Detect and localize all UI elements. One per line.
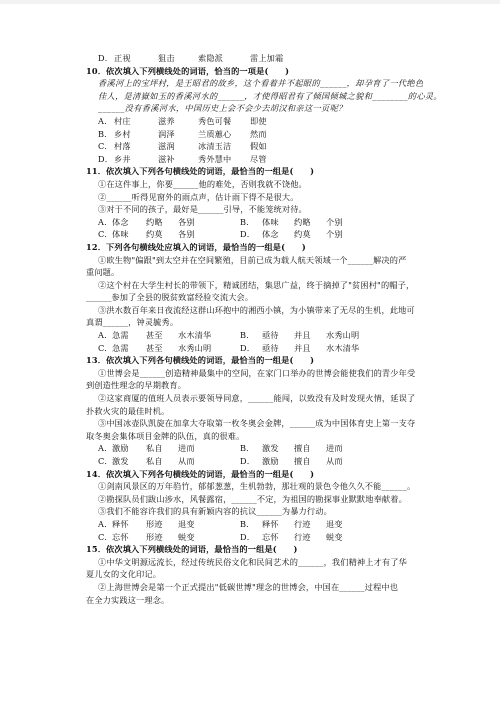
option-word: 释怀 <box>262 518 279 529</box>
option-letter: D． <box>240 456 256 466</box>
sentence-continuation: 到创造性理念的早期教育。 <box>86 380 187 391</box>
option-word: 激发 <box>262 443 279 454</box>
option-row <box>86 153 454 166</box>
question-stem: 13．依次填入下列各句横线处的词语，最恰当的一组是( ) <box>86 355 315 366</box>
option-word: 然而 <box>250 128 267 139</box>
option-word: 约莫 <box>146 229 163 240</box>
sentence-line: ①世博会是______创造精神最集中的空间，在家门口举办的世博会能使我们的青少年受 <box>98 367 416 378</box>
option-row <box>86 115 454 128</box>
option-word: 乡井 <box>114 153 131 164</box>
option-word: 激励 <box>262 456 279 466</box>
option-word: 村落 <box>114 141 131 152</box>
option-word: 润泽 <box>158 128 175 139</box>
option-letter: C． <box>98 229 113 240</box>
option-letter: B． <box>98 128 113 139</box>
sentence-line: ②这家商厦的值班人员表示要领导同意，______能闯，以致没有及时发现火情，延误了 <box>98 393 416 404</box>
option-row <box>86 329 454 342</box>
sentence-line: ①剑南风景区的万年驺竹，郁郁葱葱，生机勃勃，那壮观的景色令他久久不能______。 <box>98 481 416 492</box>
option-word: 亟待 <box>262 330 279 341</box>
option-word: 忘怀 <box>262 531 279 542</box>
page-top-edge <box>0 0 500 4</box>
option-letter: B． <box>240 330 255 341</box>
question-stem: 11．依次填入下列各句横线处的词语，最恰当的一组是( ) <box>86 166 315 177</box>
option-letter: B． <box>240 216 255 227</box>
option-word: 秀色可餐 <box>198 115 232 126</box>
sentence-line: ③中国冰壶队凯旋在加拿大夺取第一枚冬奥会金牌，______成为中国体育史上第一支夺 <box>98 418 416 429</box>
passage-line: 香溪河上的宝坪村，是王昭君的故乡，这个看着并不起眼的______，却孕育了一代绝色 <box>98 78 424 89</box>
option-word: 擅自 <box>294 456 311 466</box>
option-letter: B． <box>240 443 255 454</box>
option-word: 水秀山明 <box>326 330 360 341</box>
option-word: 从而 <box>326 456 343 466</box>
sentence-continuation: ______参加了全县的脱贫致富经验交流大会。 <box>86 292 254 303</box>
option-word: 约莫 <box>294 229 311 240</box>
option-word: 乡村 <box>114 128 131 139</box>
question-sheet <box>86 52 454 606</box>
option-word: 索隐派 <box>198 53 224 63</box>
option-letter: A． <box>98 216 113 227</box>
question-stem: 15．依次填入下列横线处的词语，最恰当的一组是( ) <box>86 544 298 555</box>
sentence-continuation: 真谓______，钟灵毓秀。 <box>86 317 179 328</box>
option-letter: D． <box>98 53 114 63</box>
option-word: 兰质蕙心 <box>198 128 232 139</box>
sentence-line: ③对于不同的孩子，最好是______引导，不能笼统对待。 <box>98 204 307 215</box>
option-word: 水秀山明 <box>178 342 212 353</box>
sentence-line: ①中华文明源远流长，经过传统民俗文化和民间艺术的______，我们精神上才有了华 <box>98 556 407 567</box>
option-word: 蜕变 <box>326 531 343 542</box>
option-letter: D． <box>240 342 256 353</box>
option-word: 约略 <box>146 216 163 227</box>
question-stem: 10．依次填入下列横线处的词语，恰当的一项是( ) <box>86 65 290 76</box>
option-word: 形迹 <box>146 531 163 542</box>
option-word: 体念 <box>112 216 129 227</box>
option-word: 狙击 <box>158 53 175 63</box>
option-letter: D． <box>240 229 256 240</box>
option-word: 急需 <box>112 330 129 341</box>
sentence-line: ②上海世博会是第一个正式提出"低碳世博"理念的世博会，中国在______过程中也 <box>98 581 399 592</box>
option-word: 各别 <box>178 229 195 240</box>
option-row <box>86 455 454 468</box>
option-letter: C． <box>98 141 113 152</box>
option-row <box>86 140 454 153</box>
option-row <box>86 52 454 65</box>
option-word: 滋润 <box>158 141 175 152</box>
option-word: 水木清华 <box>326 342 360 353</box>
option-letter: B． <box>240 518 255 529</box>
option-row <box>86 342 454 355</box>
option-word: 约略 <box>294 216 311 227</box>
question-stem: 14．依次填入下列各句横线处的词语，最恰当的一组是( ) <box>86 468 315 479</box>
option-word: 并且 <box>294 342 311 353</box>
option-word: 体念 <box>262 229 279 240</box>
option-word: 私自 <box>146 443 163 454</box>
sentence-continuation: 扑救火灾的最佳时机。 <box>86 405 170 416</box>
option-word: 行迹 <box>294 531 311 542</box>
option-letter: A． <box>98 115 113 126</box>
option-word: 形迹 <box>146 518 163 529</box>
sentence-continuation: 在全力实践这一理念。 <box>86 594 170 605</box>
option-row <box>86 518 454 531</box>
option-word: 忘怀 <box>112 531 129 542</box>
option-word: 尽管 <box>250 153 267 164</box>
passage-line: ______没有香溪河水，中国历史上会不会少去胡汉和亲这一页呢？ <box>98 103 347 114</box>
option-word: 急需 <box>112 342 129 353</box>
option-word: 退变 <box>178 518 195 529</box>
option-word: 退变 <box>326 518 343 529</box>
option-word: 从而 <box>178 456 195 466</box>
option-letter: A． <box>98 443 113 454</box>
option-row <box>86 216 454 229</box>
option-letter: C． <box>98 342 113 353</box>
option-word: 个别 <box>326 216 343 227</box>
sentence-continuation: 夏儿女的文化印记。 <box>86 569 162 580</box>
option-word: 个别 <box>326 229 343 240</box>
option-word: 擅自 <box>294 443 311 454</box>
sentence-line: ①在这件事上，你要______他的难处，否则我就不饶他。 <box>98 178 307 189</box>
option-row <box>86 128 454 141</box>
option-letter: A． <box>98 330 113 341</box>
option-letter: C． <box>98 531 113 542</box>
option-word: 激发 <box>112 456 129 466</box>
option-word: 村庄 <box>114 115 131 126</box>
sentence-line: ②勘探队员们跋山涉水，风餐露宿，______不定，为祖国的勘探事业默默地奉献着。 <box>98 493 407 504</box>
option-word: 体味 <box>112 229 129 240</box>
option-word: 体味 <box>262 216 279 227</box>
sentence-line: ①欧生物"偏跟"到太空并在空间繁殖，目前已成为载人航天领域一个______解决的严 <box>98 254 407 265</box>
sentence-line: ③我们不能容许我们的具有新颖内容的抗议______为暴力行动。 <box>98 506 332 517</box>
option-word: 冰清玉洁 <box>198 141 232 152</box>
option-word: 甚至 <box>146 330 163 341</box>
option-word: 进而 <box>178 443 195 454</box>
option-word: 私自 <box>146 456 163 466</box>
option-word: 正视 <box>114 53 131 63</box>
option-word: 蜕变 <box>178 531 195 542</box>
option-word: 滋养 <box>158 115 175 126</box>
sentence-line: ③洪水数百年来日夜流经这群山环抱中的湘西小镇，为小镇带来了无尽的生机，此地可 <box>98 304 415 315</box>
option-word: 秀外慧中 <box>198 153 232 164</box>
option-letter: C． <box>98 456 113 466</box>
option-row <box>86 442 454 455</box>
option-word: 进而 <box>326 443 343 454</box>
sentence-line: ②______听得见窗外的雨点声，估计雨下得不是很大。 <box>98 191 299 202</box>
passage-line: 佳人，是清嶽如玉的香溪河水的______，才使得昭君有了倾国倾城之貌和________的心灵。 <box>98 90 442 101</box>
option-word: 释怀 <box>112 518 129 529</box>
option-letter: A． <box>98 518 113 529</box>
option-word: 甚至 <box>146 342 163 353</box>
option-word: 水木清华 <box>178 330 212 341</box>
option-word: 激励 <box>112 443 129 454</box>
option-word: 各别 <box>178 216 195 227</box>
option-word: 即使 <box>250 115 267 126</box>
option-letter: D． <box>240 531 256 542</box>
option-word: 雷上加霜 <box>250 53 284 63</box>
option-row <box>86 228 454 241</box>
sentence-line: ②这个村在大学生村长的带领下，精诚团结，集思广益，终于摘掉了"贫困村"的帽子， <box>98 279 415 290</box>
option-row <box>86 531 454 544</box>
option-word: 行迹 <box>294 518 311 529</box>
option-word: 假如 <box>250 141 267 152</box>
option-word: 亟待 <box>262 342 279 353</box>
sentence-continuation: 重问题。 <box>86 267 120 278</box>
question-stem: 12．下列各句横线处应填入的词语，最恰当的一组是( ) <box>86 241 306 252</box>
sentence-continuation: 取冬奥会集体项目金牌的队伍，真的很难。 <box>86 430 245 441</box>
option-letter: D． <box>98 153 114 164</box>
option-word: 滋补 <box>158 153 175 164</box>
option-word: 并且 <box>294 330 311 341</box>
